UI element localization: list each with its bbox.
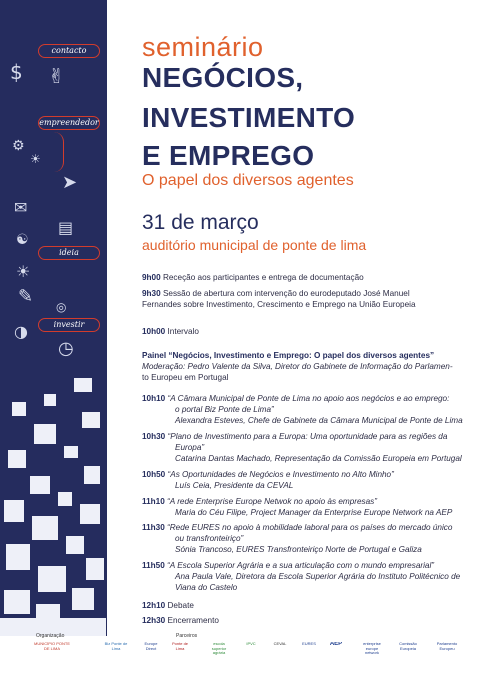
panel-block xyxy=(142,350,468,383)
lightbulb-icon: ☀ xyxy=(16,262,31,281)
target-icon: ◎ xyxy=(56,300,67,314)
talk-title: “As Oportunidades de Negócios e Investimento no Alto Minho” xyxy=(167,470,394,479)
item-text: Intervalo xyxy=(167,327,199,336)
mosaic-tile xyxy=(32,516,58,540)
talk-speaker: Sónia Trancoso, EURES Transfronteiriço Norte de Portugal e Galiza xyxy=(175,545,422,554)
talk-speaker: Luís Ceia, Presidente da CEVAL xyxy=(175,481,294,490)
tag-empreendedor: empreendedor xyxy=(38,116,100,130)
logo-een: enterprise europe network xyxy=(363,642,381,655)
logo-biz: Biz Ponte de Lima xyxy=(104,642,128,651)
talk-title: “Rede EURES no apoio à mobilidade laboral para os países do mercado único xyxy=(167,523,453,532)
time-label: 11h10 xyxy=(142,497,165,506)
talk-title-continued: o portal Biz Ponte de Lima” xyxy=(175,405,274,414)
handshake-icon: ✌ xyxy=(48,64,65,88)
talk-title: “A Escola Superior Agrária e a sua articulação com o mundo empresarial” xyxy=(167,561,435,570)
mosaic-tile xyxy=(66,536,84,554)
time-label: 12h10 xyxy=(142,601,166,610)
panel-moderation-continued: to Europeu em Portugal xyxy=(142,373,229,382)
time-label: 10h30 xyxy=(142,432,166,441)
mosaic-tile xyxy=(86,558,104,580)
talk-speaker: Catarina Dantas Machado, Representação da Comissão Europeia em Portugal xyxy=(175,454,462,463)
talk-item xyxy=(142,393,468,426)
talk-item xyxy=(142,431,468,464)
programme-item-1000 xyxy=(142,326,468,337)
time-label: 10h00 xyxy=(142,327,166,336)
time-label: 9h30 xyxy=(142,289,161,298)
time-label: 11h50 xyxy=(142,561,165,570)
talk-item xyxy=(142,560,468,593)
idea-lightbulb-icon: ☀ xyxy=(30,152,41,166)
seminar-kicker: seminário xyxy=(142,32,264,62)
item-text: Debate xyxy=(167,601,194,610)
talk-speaker: Maria do Céu Filipe, Project Manager da Enterprise Europe Network na AEP xyxy=(175,508,453,517)
item-text-continued: Fernandes sobre Investimento, Crescimento e Emprego na União Europeia xyxy=(142,300,416,309)
panel-title: Painel “Negócios, Investimento e Emprego: O papel dos diversos agentes” xyxy=(142,351,435,360)
mosaic-tile xyxy=(6,544,30,570)
item-text: Encerramento xyxy=(167,616,219,625)
talk-title: “Plano de Investimento para a Europa: Uma oportunidade para as regiões da xyxy=(167,432,448,441)
logo-parlamento-europeu: Parlamento Europeu xyxy=(436,642,458,651)
talk-title: “A rede Enterprise Europe Netwok no apoio às empresas” xyxy=(167,497,377,506)
talk-title-continued: ou transfronteiriço” xyxy=(175,534,244,543)
mosaic-tile xyxy=(4,590,30,614)
panel-moderation: Moderação: Pedro Valente da Silva, Diretor do Gabinete de Informação do Parlamen- xyxy=(142,362,453,371)
partners-label: Parceiros xyxy=(176,633,198,639)
mosaic-tile xyxy=(38,566,66,592)
programme-item-0900 xyxy=(142,272,468,283)
time-label: 11h30 xyxy=(142,523,165,532)
tag-ideia: ideia xyxy=(38,246,100,260)
mosaic-tile xyxy=(72,588,94,610)
item-text: Receção aos participantes e entrega de documentação xyxy=(162,273,364,282)
mosaic-tile xyxy=(8,450,26,468)
mosaic-tile xyxy=(80,504,100,524)
clock-icon: ◷ xyxy=(58,338,74,359)
envelope-icon: ✉ xyxy=(14,198,28,217)
talk-item xyxy=(142,496,468,518)
logo-municipio: MUNICÍPIO PONTE DE LIMA xyxy=(34,642,70,651)
tag-contacto: contacto xyxy=(38,44,100,58)
decorative-side-band xyxy=(0,0,107,636)
mosaic-tile xyxy=(34,424,56,444)
title-line-3: E EMPREGO xyxy=(142,140,315,171)
talk-title-continued: Europa” xyxy=(175,443,205,452)
programme-item-0930 xyxy=(142,288,468,310)
organization-label: Organização xyxy=(36,633,65,639)
red-arrow-curve xyxy=(48,132,64,172)
tag-investir: investir xyxy=(38,318,100,332)
cursor-icon: ➤ xyxy=(62,172,78,193)
title-line-1: NEGÓCIOS, xyxy=(142,62,304,93)
money-bag-icon: $ xyxy=(10,60,23,84)
mosaic-tile xyxy=(44,394,56,406)
logo-esa: escola superior agrária xyxy=(211,642,227,655)
talk-speaker: Ana Paula Vale, Diretora da Escola Superior Agrária do Instituto Politécnico de xyxy=(175,572,461,581)
coins-icon: ☯ xyxy=(16,232,29,248)
talk-title: “A Câmara Municipal de Ponte de Lima no apoio aos negócios e ao emprego: xyxy=(167,394,450,403)
logo-comissao-europeia: Comissão Europeia xyxy=(399,642,417,651)
talk-item xyxy=(142,522,468,555)
mosaic-tile xyxy=(4,500,24,522)
logo-europe-direct: Europe Direct xyxy=(144,642,158,651)
mosaic-tile xyxy=(12,402,26,416)
bar-chart-icon: ▤ xyxy=(58,218,74,237)
logo-ponte-de-lima: Ponte de Lima xyxy=(172,642,188,651)
programme-item-1230 xyxy=(142,615,468,626)
time-label: 10h10 xyxy=(142,394,166,403)
logo-ipvc: IPVC xyxy=(246,642,256,646)
event-venue: auditório municipal de ponte de lima xyxy=(142,237,367,253)
subtitle: O papel dos diversos agentes xyxy=(142,172,354,189)
logo-aep: AEP xyxy=(329,642,343,647)
programme-item-1210 xyxy=(142,600,468,611)
mosaic-tile xyxy=(58,492,72,506)
mosaic-tile xyxy=(74,378,92,392)
logo-ceval: CEVAL xyxy=(273,642,287,646)
logo-eures: EURES xyxy=(302,642,316,646)
time-label: 10h50 xyxy=(142,470,166,479)
mosaic-tile xyxy=(64,446,78,458)
mosaic-tile xyxy=(30,476,50,494)
talk-speaker: Alexandra Esteves, Chefe de Gabinete da Câmara Municipal de Ponte de Lima xyxy=(175,416,463,425)
mosaic-tile xyxy=(82,412,100,428)
pencil-icon: ✎ xyxy=(18,286,34,307)
item-text: Sessão de abertura com intervenção do eurodeputado José Manuel xyxy=(162,289,410,298)
mosaic-tile xyxy=(84,466,100,484)
time-label: 12h30 xyxy=(142,616,166,625)
time-label: 9h00 xyxy=(142,273,161,282)
talk-item xyxy=(142,469,468,491)
title-line-2: INVESTIMENTO xyxy=(142,102,356,133)
gear-icon: ⚙ xyxy=(12,138,25,154)
pie-chart-icon: ◑ xyxy=(14,322,28,341)
event-date: 31 de março xyxy=(142,211,259,234)
talk-speaker-continued: Viana do Castelo xyxy=(175,583,238,592)
